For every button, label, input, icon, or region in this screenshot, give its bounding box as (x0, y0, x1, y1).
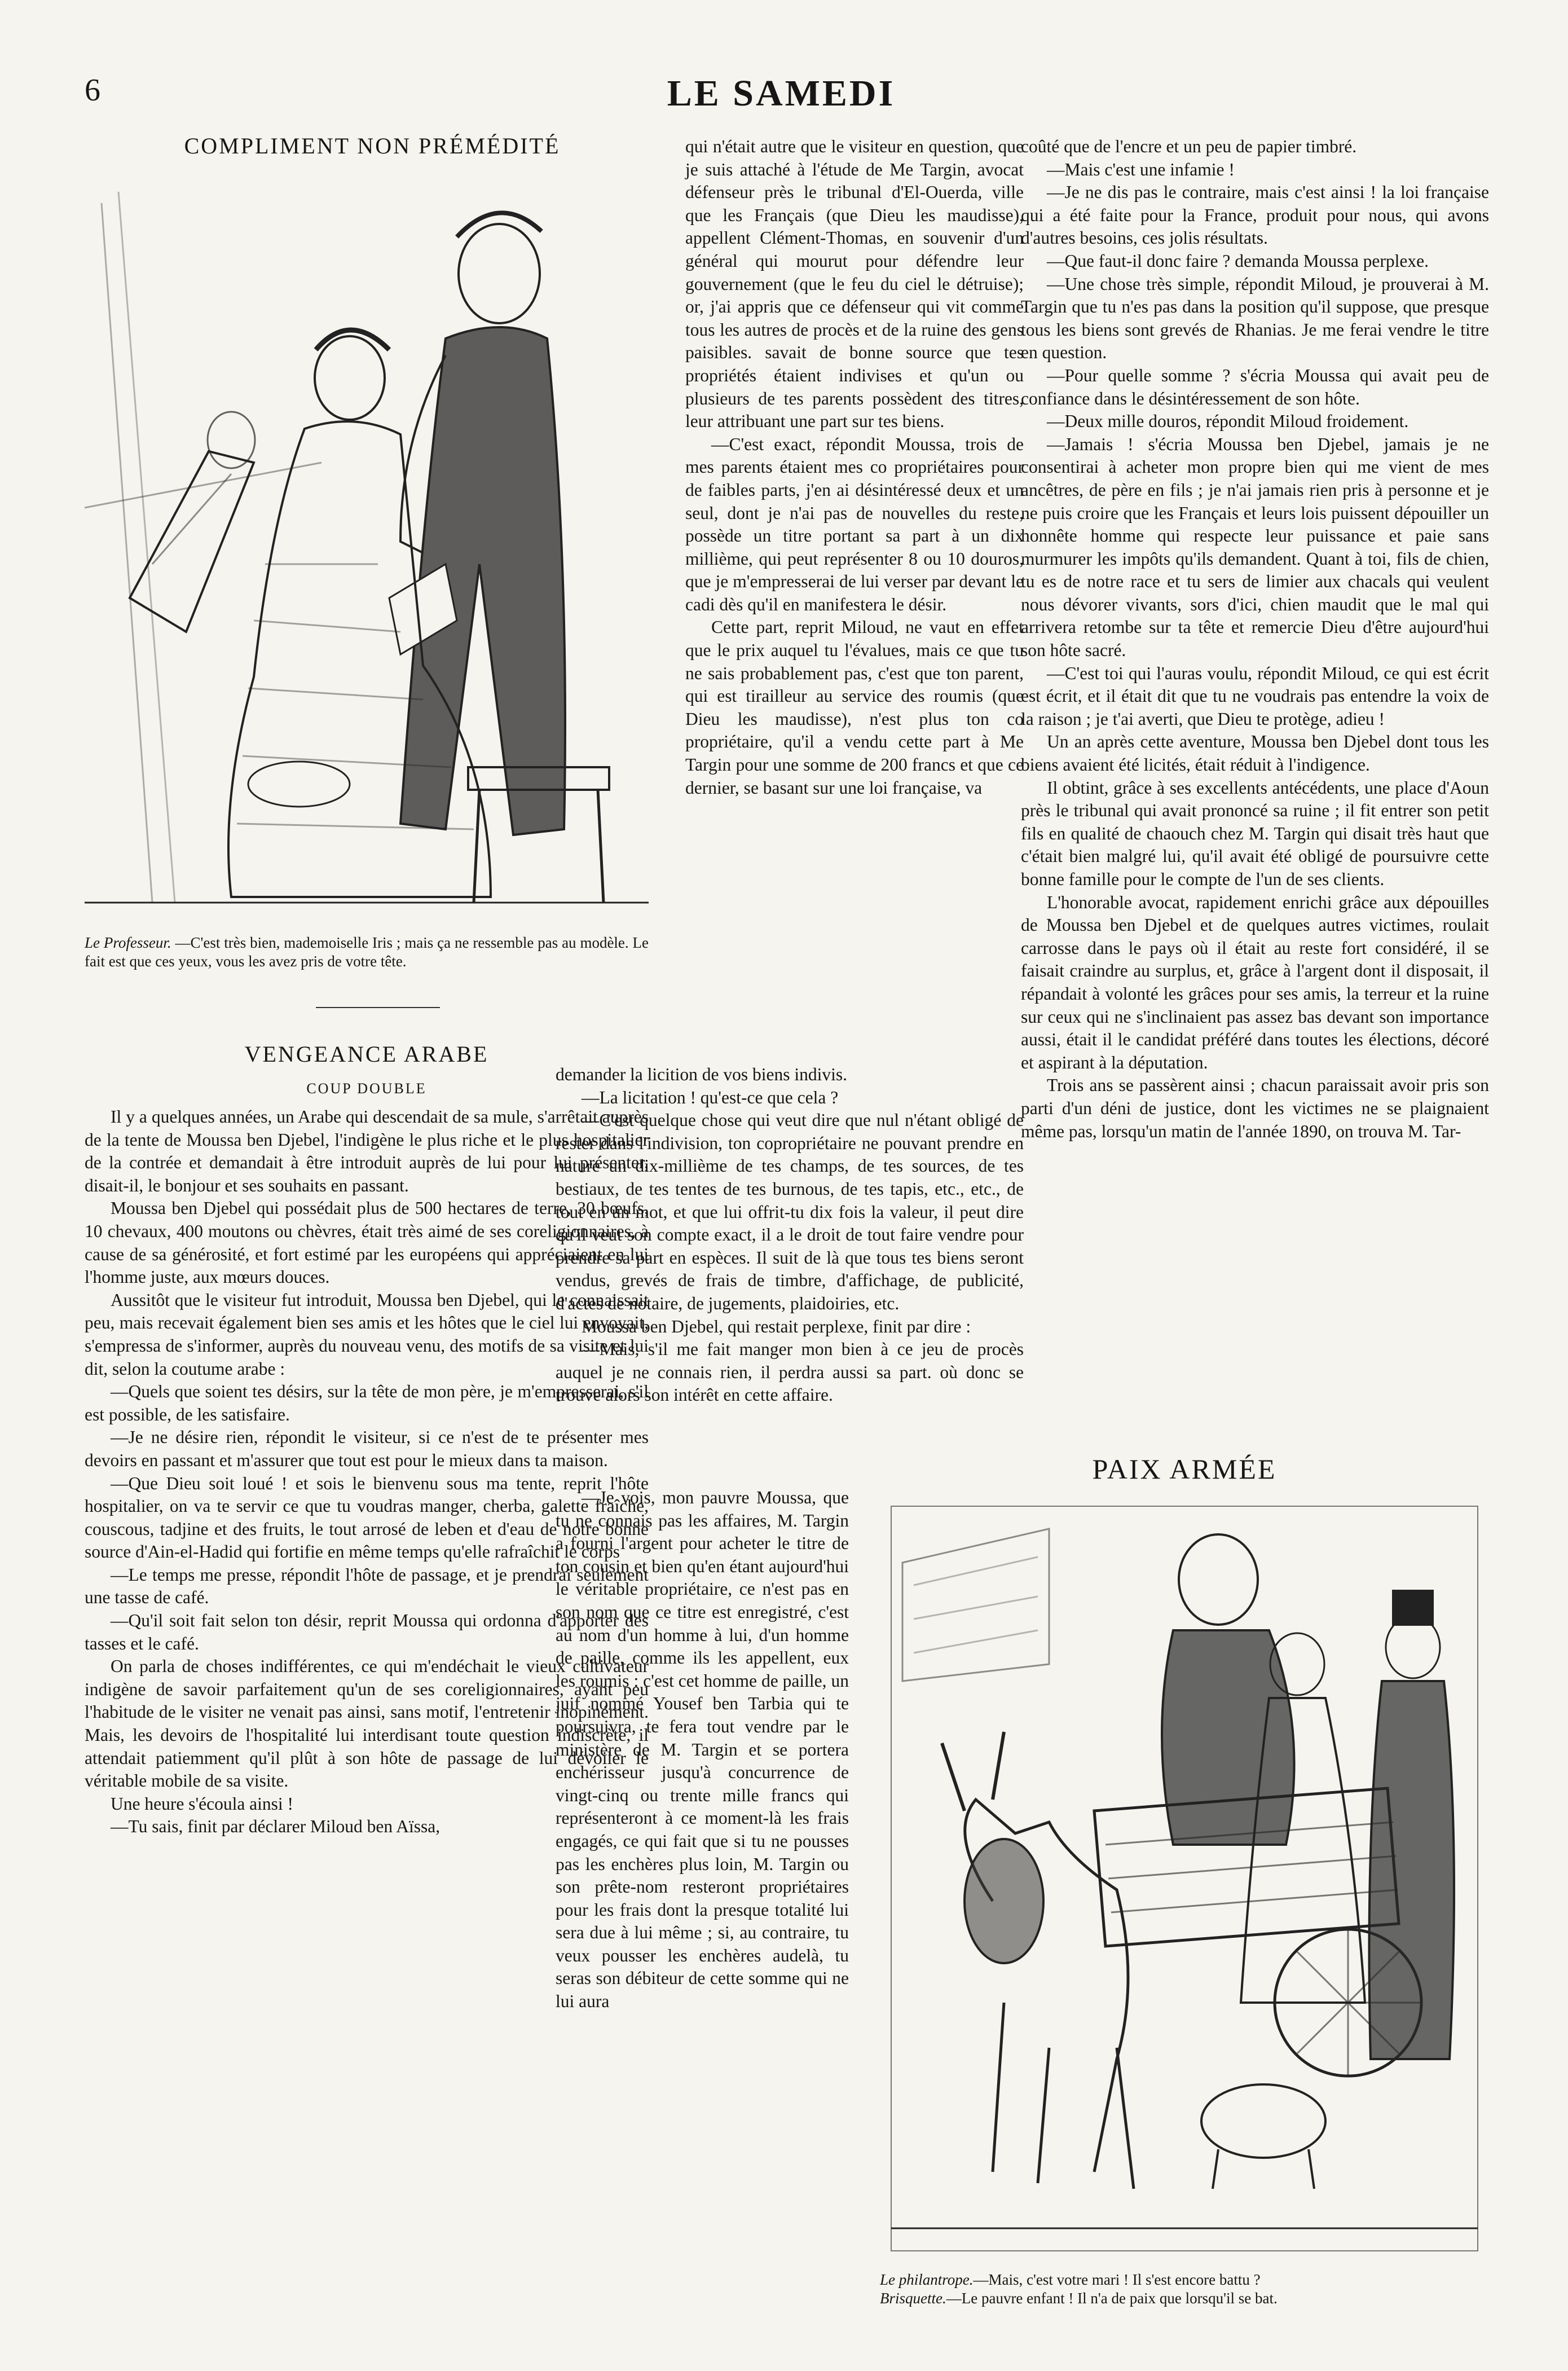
caption-1-text: —C'est très bien, mademoiselle Iris ; mais ça ne ressemble pas au modèle. Le fait est que ces yeux, vous les avez pris de votre tête. (85, 934, 649, 970)
article-column-3 (1021, 135, 1489, 1143)
story-title: VENGEANCE ARABE (244, 1041, 489, 1067)
illustration-1-drawing (85, 169, 649, 914)
paragraph: —Une chose très simple, répondit Miloud, je prouverai à M. Targin que tu n'es pas dans la position qu'il suppose, que presque tous les biens sont grevés de Rhanias. Je me ferai vendre le titre en question. (1021, 274, 1489, 363)
engraving-teacher-student-image (85, 169, 649, 914)
paragraph: —C'est toi qui l'auras voulu, répondit Miloud, ce qui est écrit est écrit, et il était dit que tu ne voudrais pas entendre la voix de la raison ; je t'ai averti, que Dieu te protège, adieu ! (1021, 663, 1489, 729)
paragraph: —Mais, s'il me fait manger mon bien à ce jeu de procès auquel je ne connais rien, il perdra aussi sa part. où donc se trouve alors son intérêt en cette affaire. (556, 1339, 1024, 1405)
paragraph: —Je ne dis pas le contraire, mais c'est ainsi ! la loi française qui a été faite pour la France, produit pour nous, qui avons d'autres besoins, ces jolis résultats. (1021, 182, 1489, 248)
article-column-2-upper (685, 135, 1024, 799)
caption-1-speaker: Le Professeur. (85, 934, 171, 951)
paragraph: Moussa ben Djebel, qui restait perplexe, finit par dire : (582, 1316, 971, 1336)
paragraph: L'honorable avocat, rapidement enrichi grâce aux dépouilles de Moussa ben Djebel et de quelques autres victimes, roulait carrosse dans le pays où il était au reste fort considéré, il se faisait craindre au surplus, et, grâce à l'argent dont il disposait, il répandait à volonté les grâces pour ses amis, la terreur et la ruine sur ceux qui ne s'inclinaient pas assez bas devant son importance aussi, était il le candidat préféré dans toutes les élections, décoré et aspirant à la députation. (1021, 892, 1489, 1072)
masthead: LE SAMEDI (667, 73, 896, 114)
paragraph: —Quels que soient tes désirs, sur la tête de mon père, je m'empresserai, s'il est possible, de les satisfaire. (85, 1382, 649, 1424)
paragraph: —Qu'il soit fait selon ton désir, reprit Moussa qui ordonna d'apporter des tasses et le café. (85, 1611, 649, 1653)
paragraph: Trois ans se passèrent ainsi ; chacun paraissait avoir pris son parti d'un déni de justice, dont les victimes ne se plaignaient même pas, lorsqu'un matin de l'année 1890, on trouva M. Tar- (1021, 1075, 1489, 1141)
caption-2-text-2: —Le pauvre enfant ! Il n'a de paix que lorsqu'il se bat. (946, 2290, 1278, 2307)
page-number: 6 (85, 73, 100, 108)
paragraph: On parla de choses indifférentes, ce qui m'endéchait le vieux cultivateur indigène de savoir parfaitement qu'un de ses coreligionnaires, ayant peu l'habitude de le visiter ne venait pas ainsi, sans motif, l'entretenir inopinément. Mais, les devoirs de l'hospitalité lui interdisant toute question indiscrète, il attendait patiemment qu'il plût à son hôte de passage de lui dévoiler le véritable mobile de sa visite. (85, 1656, 649, 1791)
paragraph: Un an après cette aventure, Moussa ben Djebel dont tous les biens avaient été licités, était réduit à l'indigence. (1021, 732, 1489, 775)
illustration-1-caption (85, 934, 649, 971)
separator-rule (316, 1007, 440, 1008)
paragraph: —Je ne désire rien, répondit le visiteur, si ce n'est de te présenter mes devoirs en passant et m'assurer que tout est pour le mieux dans ta maison. (85, 1427, 649, 1470)
illustration-2-drawing (880, 1495, 1489, 2262)
paragraph: —Tu sais, finit par déclarer Miloud ben Aïssa, (111, 1816, 441, 1837)
caption-2-speaker-1: Le philantrope. (880, 2271, 974, 2288)
illustration-1-title: COMPLIMENT NON PRÉMÉDITÉ (184, 133, 561, 159)
paragraph: —Pour quelle somme ? s'écria Moussa qui avait peu de confiance dans le désintéressement de son hôte. (1021, 365, 1489, 408)
paragraph: Cette part, reprit Miloud, ne vaut en effet que le prix auquel tu l'évalues, mais ce que tu ne sais probablement pas, c'est que ton parent, qui est tirailleur au service des roumis (que Dieu les maudisse), n'est plus ton co propriétaire, qu'il a vendu cette part à Me Targin pour une somme de 200 francs et que ce dernier, se basant sur une loi française, va (685, 617, 1024, 798)
paragraph: Il y a quelques années, un Arabe qui descendait de sa mule, s'arrêtait auprès de la tente de Moussa ben Djebel, l'indigène le plus riche et le plus hospitalier de la contrée et demandait à être introduit auprès de lui pour lui présenter, disait-il, le bonjour et ses souhaits en passant. (85, 1107, 649, 1195)
paragraph: coûté que de l'encre et un peu de papier timbré. (1021, 137, 1357, 156)
paragraph: —Deux mille douros, répondit Miloud froidement. (1047, 411, 1409, 432)
caption-2-line-2 (880, 2289, 1489, 2308)
paragraph: —Jamais ! s'écria Moussa ben Djebel, jamais je ne consentirai à acheter mon propre bien qui me vient de mes ancêtres, de père en fils ; je n'ai jamais rien pris à personne et je ne puis croire que les Français et leurs lois puissent dépouiller un honnête homme qui respecte leur puissance et paie sans murmurer les impôts qu'ils demandent. Quant à toi, fils de chien, tu es de notre race et tu sers de limier aux chacals qui veulent nous dévorer vivants, sors d'ici, chien maudit que le mal qui arrivera retombe sur ta tête et remercie Dieu d'être aujourd'hui son hôte sacré. (1021, 434, 1489, 661)
paragraph: qui n'était autre que le visiteur en question, que je suis attaché à l'étude de Me Targin, avocat défenseur près le tribunal d'El-Ouerda, ville que les Français (que Dieu les maudisse), appellent Clément-Thomas, en souvenir d'un général qui mourut pour défendre leur gouvernement (que le feu du ciel le détruise); or, j'ai appris que ce défenseur qui vit comme tous les autres de procès et de la ruine des gens paisibles. savait de bonne source que tes propriétés étaient indivises et qu'un ou plusieurs de tes parents possèdent des titres, leur attribuant une part sur tes biens. (685, 137, 1024, 432)
paragraph: —C'est quelque chose qui veut dire que nul n'étant obligé de rester dans l'indivision, ton copropriétaire ne pouvant prendre en nature un dix-millième de tes champs, de tes sources, de tes bestiaux, de tes tentes de tes burnous, de tes tapis, etc., etc., de tout en un mot, et que lui offrit-tu dix fois la valeur, il peut dire qu'il veut son compte exact, il a le droit de tout faire vendre pour prendre sa part en espèces. Il suit de là que tous tes biens seront vendus, grevés de frais de timbre, d'affichage, de publicité, d'actes de notaire, de jugements, plaidoiries, etc. (556, 1110, 1024, 1313)
paragraph: —Que faut-il donc faire ? demanda Moussa perplexe. (1047, 250, 1429, 271)
article-column-2-middle (556, 1063, 1024, 1407)
illustration-2-caption (880, 2271, 1489, 2308)
paragraph: demander la licition de vos biens indivis. (556, 1064, 848, 1084)
paragraph: —Que Dieu soit loué ! et sois le bienvenu sous ma tente, reprit l'hôte hospitalier, on va te servir ce que tu voudras manger, cherba, galette fraîche, couscous, tadjine et des fruits, le tout arrosé de leben et d'eau de notre bonne source d'Ain-el-Hadid qui fortifie en même temps qu'elle rafraîchit le corps (85, 1473, 649, 1562)
paragraph: —La licitation ! qu'est-ce que cela ? (582, 1087, 839, 1107)
paragraph: —Le temps me presse, répondit l'hôte de passage, et je prendrai seulement une tasse de café. (85, 1564, 649, 1608)
paragraph: —Mais c'est une infamie ! (1047, 159, 1235, 179)
paragraph: Aussitôt que le visiteur fut introduit, Moussa ben Djebel, qui le connaissait peu, mais recevait également bien ses amis et les hôtes que le ciel lui envoyait, s'empressa de s'informer, auprès du nouveau venu, des motifs de sa visite et lui dit, selon la coutume arabe : (85, 1290, 649, 1379)
story-subtitle: COUP DOUBLE (306, 1080, 427, 1097)
illustration-2-title: PAIX ARMÉE (1092, 1453, 1277, 1485)
paragraph: —C'est exact, répondit Moussa, trois de mes parents étaient mes co propriétaires pour de faibles parts, j'en ai désintéressé deux et un seul, dont je n'ai pas de nouvelles du reste, possède un titre portant sa part à un dix millième, qui peut représenter 8 ou 10 douros, que je m'empresserai de lui verser par devant le cadi dès qu'il en manifestera le désir. (685, 434, 1024, 614)
caption-2-speaker-2: Brisquette. (880, 2290, 946, 2307)
paragraph: Moussa ben Djebel qui possédait plus de 500 hectares de terre, 30 bœufs, 10 chevaux, 400 moutons ou chèvres, était très aimé de ses coreligionnaires, à cause de sa générosité, et fort estimé par les européens qui appréciaient en lui l'homme juste, aux mœurs douces. (85, 1198, 649, 1287)
caption-2-line-1 (880, 2271, 1489, 2289)
paragraph: —Je vois, mon pauvre Moussa, que tu ne connais pas les affaires, M. Targin a fourni l'argent pour acheter le titre de ton cousin et bien qu'en étant aujourd'hui le véritable propriétaire, ce n'est pas en son nom que ce titre est enregistré, c'est au nom d'un homme à lui, d'un homme de paille, comme ils les appellent, eux les roumis : c'est cet homme de paille, un juif nommé Yousef ben Tarbia qui te poursuivra, te fera tout vendre par le ministère de M. Targin et se portera enchérisseur jusqu'à concurrence de vingt-cinq ou trente mille francs qui représenteront à ce moment-là les frais engagés, ce qui fait que si tu ne pousses pas les enchères plus loin, M. Targin ou son prête-nom resteront propriétaires pour les frais dont la presque totalité lui sera due à lui même ; si, au contraire, tu veux pousser les enchères audelà, tu seras son débiteur de cette somme qui ne lui aura (556, 1488, 849, 2012)
paragraph: Il obtint, grâce à ses excellents antécédents, une place d'Aoun près le tribunal qui avait prononcé sa ruine ; il fit entrer son petit fils en qualité de chaouch chez M. Targin qui disait très haut que c'était bien malgré lui, qu'il avait été obligé de poursuivre cette bonne famille pour le compte de l'un de ses clients. (1021, 777, 1489, 889)
caption-2-text-1: —Mais, c'est votre mari ! Il s'est encore battu ? (973, 2271, 1261, 2288)
page-header (85, 72, 1478, 123)
paragraph: Une heure s'écoula ainsi ! (111, 1793, 294, 1814)
article-column-2-lower (556, 1486, 849, 2013)
engraving-donkey-cart-image (880, 1495, 1489, 2262)
